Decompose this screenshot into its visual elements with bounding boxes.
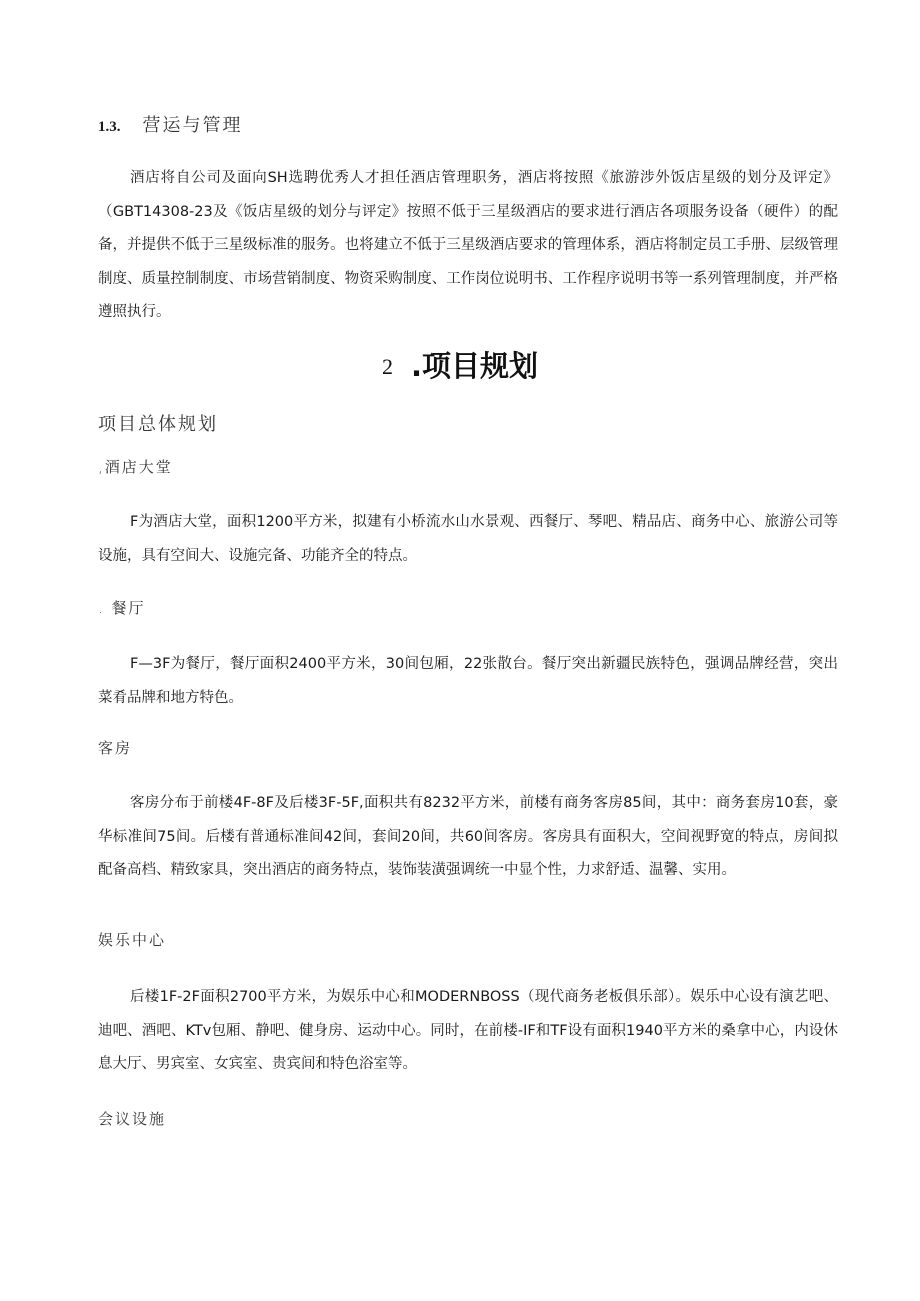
overall-planning-heading: 项目总体规划 — [98, 414, 218, 435]
section-title: 营运与管理 — [142, 115, 243, 136]
lobby-paragraph: F为酒店大堂，面积1200平方米，拟建有小桥流水山水景观、西餐厅、琴吧、精品店、商务中心、旅游公司等设施，具有空间大、设施完备、功能齐全的特点。 — [98, 514, 838, 564]
operations-paragraph: 酒店将自公司及面向SH选聘优秀人才担任酒店管理职务，酒店将按照《旅游涉外饭店星级的划分及评定》（GBT14308-23及《饭店星级的划分与评定》按照不低于三星级酒店的要求进行酒店各项服务设备（硬件）的配备，并提供不低于三星级标准的服务。也将建立不低于三星级酒店要求的管理体系，酒店将制定员工手册、层级管理制度、质量控制制度、市场营销制度、物资采购制度、工作岗位说明书、工作程序说明书等一系列管理制度，并严格遵照执行。 — [98, 170, 838, 320]
entertainment-paragraph: 后楼1F-2F面积2700平方米，为娱乐中心和MODERNBOSS（现代商务老板俱乐部）。娱乐中心设有演艺吧、迪吧、酒吧、KTv包厢、静吧、健身房、运动中心。同时，在前楼-IF和TF设有面积1940平方米的桑拿中心，内设休息大厅、男宾室、女宾室、贵宾间和特色浴室等。 — [98, 989, 838, 1072]
lobby-heading: ,酒店大堂 — [98, 458, 173, 476]
section-number: 1.3. — [98, 119, 121, 135]
restaurant-heading: . 餐厅 — [98, 599, 146, 617]
restaurant-paragraph: F—3F为餐厅，餐厅面积2400平方米，30间包厢，22张散台。餐厅突出新疆民族特色，强调品牌经营，突出菜肴品牌和地方特色。 — [98, 656, 838, 706]
rooms-heading: 客房 — [98, 739, 133, 757]
conference-heading: 会议设施 — [98, 1110, 167, 1128]
entertainment-heading: 娱乐中心 — [98, 931, 167, 949]
rooms-paragraph: 客房分布于前楼4F-8F及后楼3F-5F,面积共有8232平方米，前楼有商务客房85间，其中：商务套房10套，豪华标准间75间。后楼有普通标准间42间，套间20间，共60间客房。客房具有面积大，空间视野宽的特点，房间拟配备高档、精致家具，突出酒店的商务特点，装饰装潢强调统一中显个性，力求舒适、温馨、实用。 — [98, 795, 838, 878]
chapter-title: .项目规划 — [410, 349, 539, 383]
chapter-heading-2 — [0, 346, 920, 387]
section-heading-1-3 — [98, 114, 243, 139]
chapter-number: 2 — [381, 354, 393, 379]
